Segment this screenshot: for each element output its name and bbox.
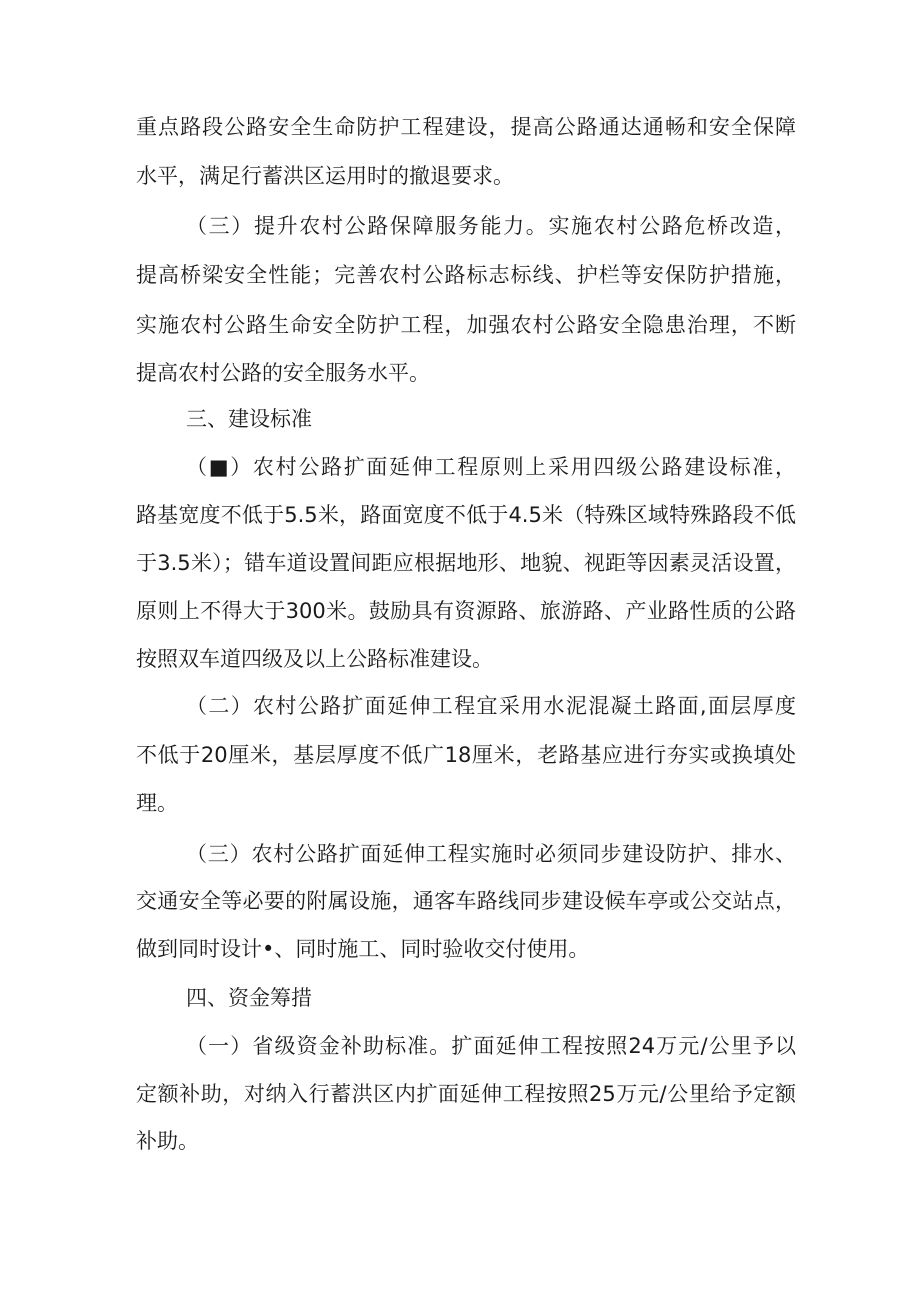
text-line: 理。 (136, 791, 178, 815)
text-line: 定额补助，对纳入行蓄洪区内扩面延伸工程按照25万元/公里给予定额 (136, 1082, 796, 1106)
text-line: 提高农村公路的安全服务水平。 (136, 361, 430, 385)
text-line: 重点路段公路安全生命防护工程建设，提高公路通达通畅和安全保障 (136, 115, 796, 139)
text-line: 路基宽度不低于5.5米，路面宽度不低于4.5米（特殊区域特殊路段不低 (136, 503, 796, 527)
text-line: 原则上不得大于300米。鼓励具有资源路、旅游路、产业路性质的公路 (136, 599, 796, 623)
text-line: （二）农村公路扩面延伸工程宜采用水泥混凝土路面,面层厚度 (186, 694, 796, 718)
text-line: 于3.5米）；错车道设置间距应根据地形、地貌、视距等因素灵活设置， (136, 551, 796, 575)
text-line: （一）省级资金补助标准。扩面延伸工程按照24万元/公里予以 (186, 1034, 796, 1058)
text-line: 做到同时设计•、同时施工、同时验收交付使用。 (136, 937, 590, 961)
text-line: （■）农村公路扩面延伸工程原则上采用四级公路建设标准， (186, 455, 796, 479)
text-line: （三）提升农村公路保障服务能力。实施农村公路危桥改造， (186, 214, 796, 238)
text-line: 提高桥梁安全性能；完善农村公路标志标线、护栏等安保防护措施， (136, 263, 796, 287)
text-line: 实施农村公路生命安全防护工程，加强农村公路安全隐患治理，不断 (136, 313, 796, 337)
text-line: 交通安全等必要的附属设施，通客车路线同步建设候车亭或公交站点， (136, 889, 796, 913)
section-heading: 四、资金筹措 (186, 986, 312, 1010)
text-line: （三）农村公路扩面延伸工程实施时必须同步建设防护、排水、 (186, 842, 796, 866)
text-line: 不低于20厘米，基层厚度不低广18厘米，老路基应进行夯实或换填处 (136, 743, 796, 767)
section-heading: 三、建设标准 (186, 407, 312, 431)
text-line: 补助。 (136, 1129, 199, 1153)
text-line: 按照双车道四级及以上公路标准建设。 (136, 647, 493, 671)
text-line: 水平，满足行蓄洪区运用时的撤退要求。 (136, 164, 514, 188)
